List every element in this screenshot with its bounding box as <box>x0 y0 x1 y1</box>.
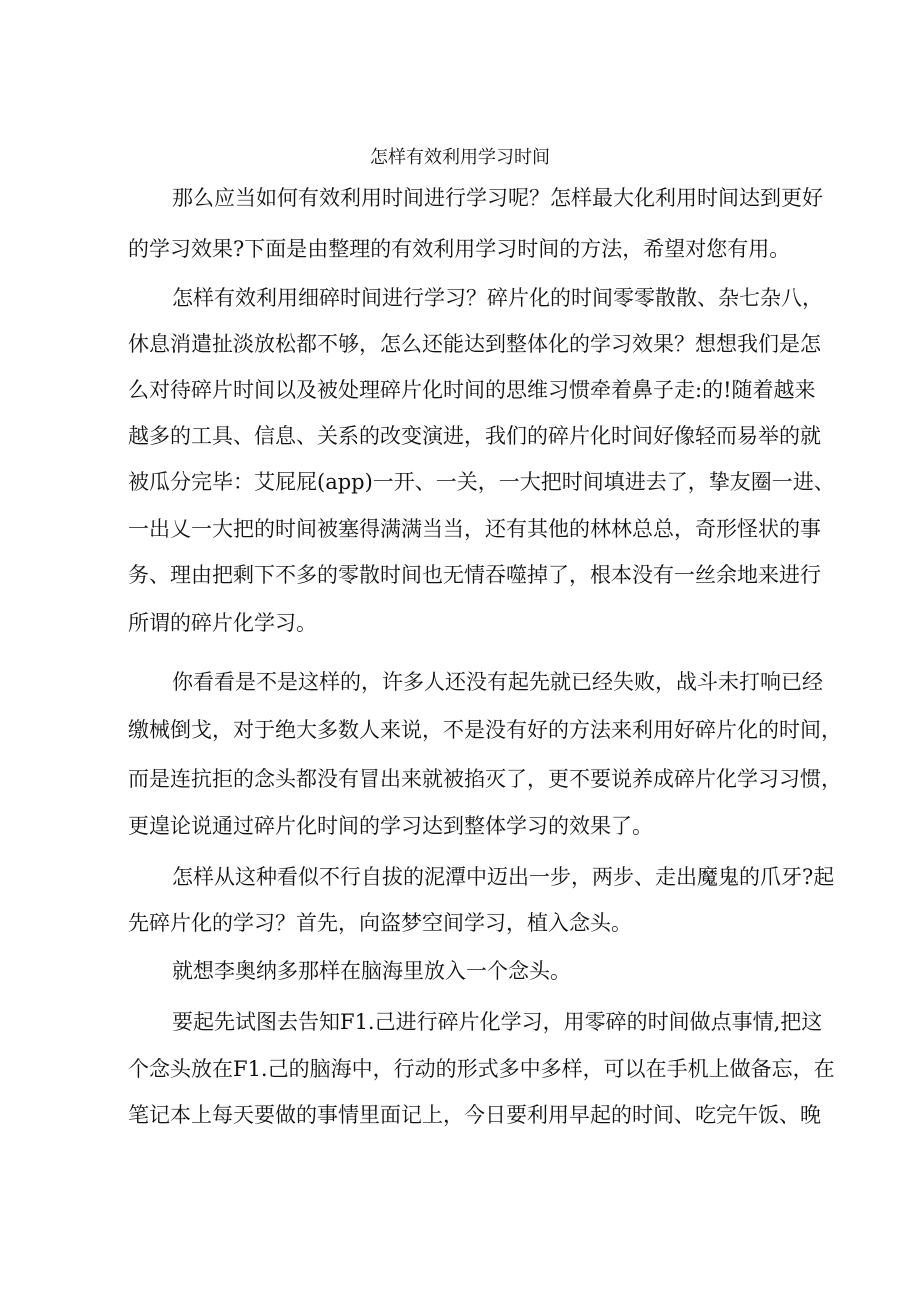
paragraph-3-line-1: 你看看是不是这样的，许多人还没有起先就已经失败，战斗未打响已经 <box>172 670 823 694</box>
paragraph-1-line-2: 的学习效果?下面是由整理的有效利用学习时间的方法，希望对您有用。 <box>128 237 791 261</box>
paragraph-4-line-1: 怎样从这种看似不行自拔的泥潭中迈出一步，两步、走出魔鬼的爪牙?起 <box>172 865 835 889</box>
paragraph-5-line-1: 就想李奥纳多那样在脑海里放入一个念头。 <box>172 959 571 983</box>
paragraph-2-line-4: 越多的工具、信息、关系的改变演进，我们的碎片化时间好像轻而易举的就 <box>128 424 821 448</box>
paragraph-6-line-1: 要起先试图去告知F1.己进行碎片化学习，用零碎的时间做点事情,把这 <box>172 1010 823 1034</box>
paragraph-6-line-3: 笔记本上每天要做的事情里面记上，今日要利用早起的时间、吃完午饭、晚 <box>128 1103 821 1127</box>
paragraph-6-line-2: 个念头放在F1.己的脑海中，行动的形式多中多样，可以在手机上做备忘，在 <box>128 1057 835 1081</box>
paragraph-3-line-3: 而是连抗拒的念头都没有冒出来就被掐灭了，更不要说养成碎片化学习习惯， <box>128 767 842 791</box>
paragraph-2-line-7: 务、理由把剩下不多的零散时间也无情吞噬掉了，根本没有一丝余地来进行 <box>128 563 821 587</box>
paragraph-4-line-2: 先碎片化的学习？首先，向盗梦空间学习，植入念头。 <box>128 911 632 935</box>
paragraph-1-line-1: 那么应当如何有效利用时间进行学习呢？怎样最大化利用时间达到更好 <box>172 186 823 210</box>
document-title: 怎样有效利用学习时间 <box>370 147 550 168</box>
paragraph-2-line-8: 所谓的碎片化学习。 <box>128 611 317 635</box>
paragraph-3-line-2: 缴械倒戈，对于绝大多数人来说，不是没有好的方法来利用好碎片化的时间， <box>128 718 842 742</box>
paragraph-2-line-1: 怎样有效利用细碎时间进行学习？碎片化的时间零零散散、杂七杂八， <box>172 286 823 310</box>
paragraph-2-line-3: 么对待碎片时间以及被处理碎片化时间的思维习惯牵着鼻子走:的!随着越来 <box>128 378 816 402</box>
paragraph-2-line-5: 被瓜分完毕：艾屁屁(app)一开、一关，一大把时间填进去了，挚友圈一进、 <box>128 470 835 494</box>
paragraph-2-line-2: 休息消遣扯淡放松都不够，怎么还能达到整体化的学习效果？想想我们是怎 <box>128 332 821 356</box>
paragraph-3-line-4: 更遑论说通过碎片化时间的学习达到整体学习的效果了。 <box>128 814 653 838</box>
paragraph-2-line-6: 一出乂一大把的时间被塞得满满当当，还有其他的林林总总，奇形怪状的事 <box>128 517 821 541</box>
